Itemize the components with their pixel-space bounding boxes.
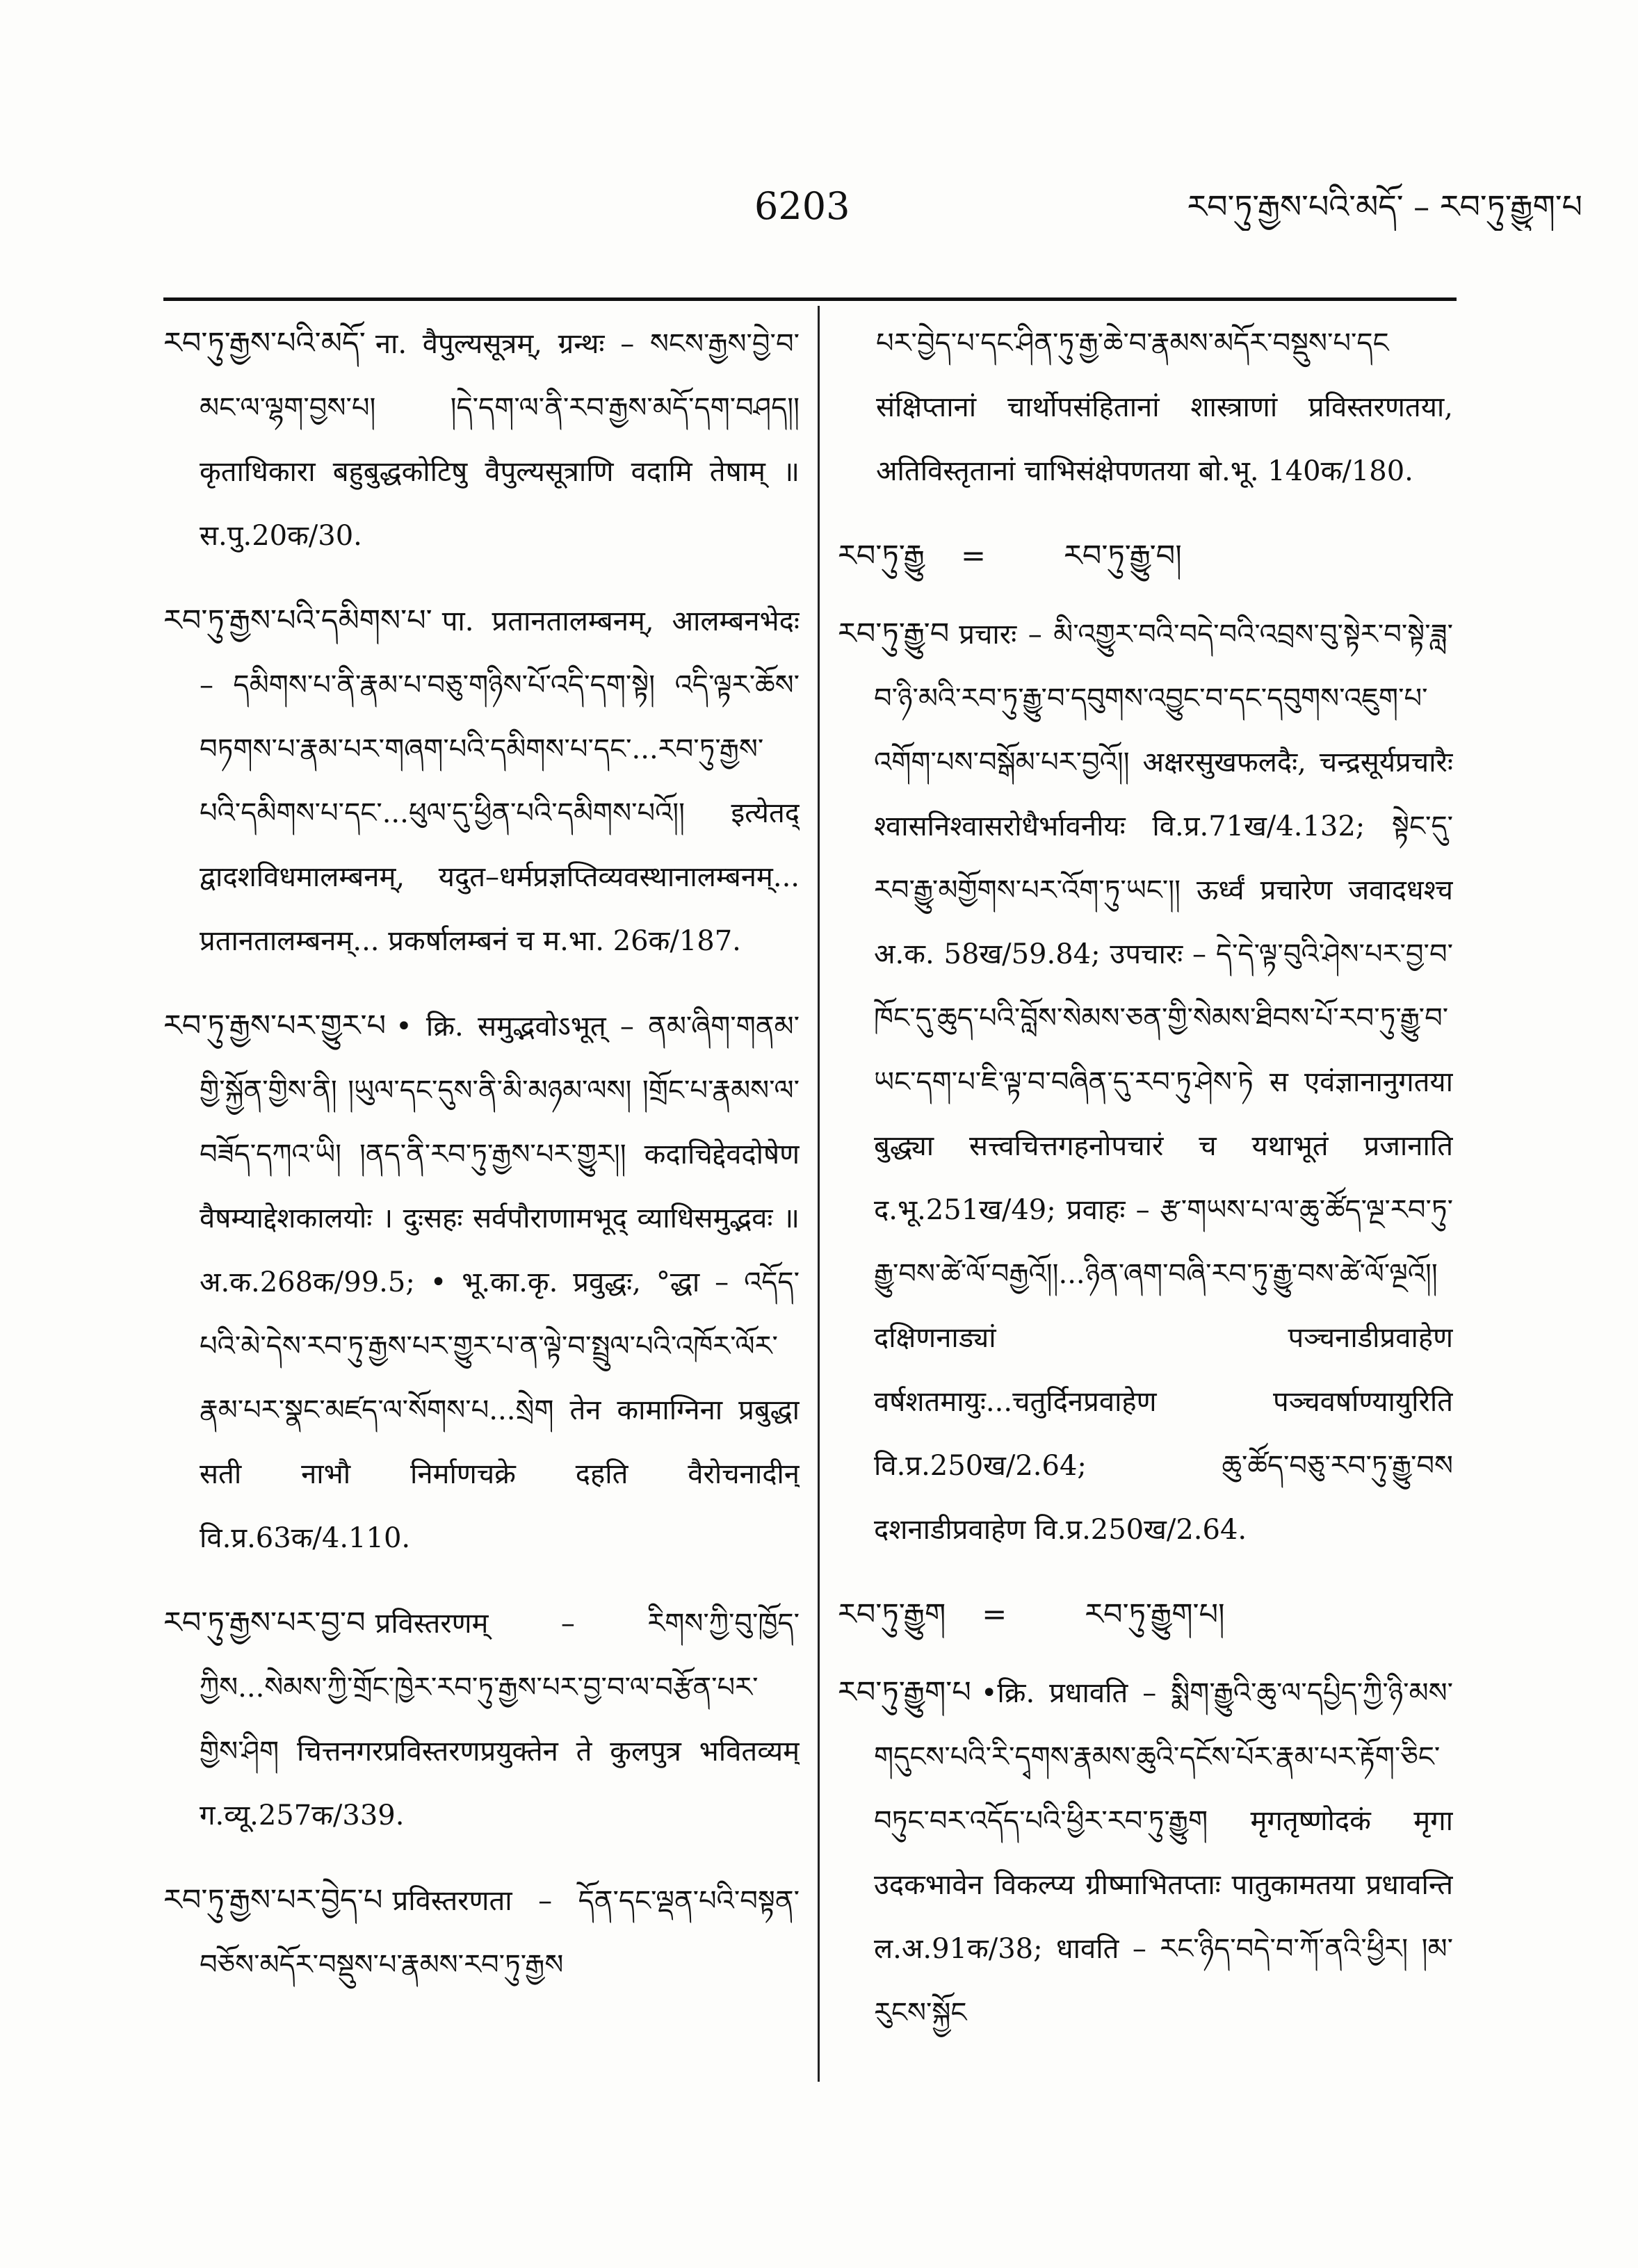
xref-target: རབ་ཏུ་རྒྱུ་བ། (1063, 539, 1182, 573)
entry-body: प्रविस्तरणता – དོན་དང་ལྡན་པའི་བསྟན་བཅོས་མདོར་བསྡུས་པ་རྣམས་རབ་ཏུ་རྒྱས (200, 1885, 800, 1981)
running-head: རབ་ཏུ་རྒྱས་པའི་མདོ་ – རབ་ཏུ་རྒྱུག་པ (1187, 188, 1582, 225)
xref-headword: རབ་ཏུ་རྒྱུག (838, 1597, 946, 1632)
entry-body: प्रचारः – མི་འགྱུར་བའི་བདེ་བའི་འབྲས་བུ་སྟེར་བ་སྟེ་ཟླ་བ་ཉི་མའི་རབ་ཏུ་རྒྱུ་བ་དབུགས་འབྱུང་བ་དང་དབུགས་འཇུག་པ་འགོག་པས་བསྒོམ་པར་བྱའོ།། अक्षरसुखफलदैः, चन्द्रसूर्यप्रचारैः श्वासनिश्वासरोधैर्भावनीयः वि.प्र.71ख/4.132; སྟེང་དུ་རབ་རྒྱུ་མགྱོགས་པར་འོག་ཏུ་ཡང་།། ऊर्ध्वं प्रचारेण जवादधश्च अ.क. 58ख/59.84; उपचारः – དེ་དེ་ལྟ་བུའི་ཤེས་པར་བྱ་བ་ཁོང་དུ་ཆུད་པའི་བློས་སེམས་ཅན་གྱི་སེམས་ཐིབས་པོ་རབ་ཏུ་རྒྱུ་བ་ཡང་དག་པ་ཇི་ལྟ་བ་བཞིན་དུ་རབ་ཏུ་ཤེས་ཏེ स एवंज्ञानानुगतया बुद्ध्या सत्त्वचित्तगहनोपचारं च यथाभूतं प्रजानाति द.भू.251ख/49; प्रवाहः – རྩ་གཡས་པ་ལ་ཆུ་ཚོད་ལྔ་རབ་ཏུ་རྒྱུ་བས་ཚེ་ལོ་བརྒྱའོ།།...ཉིན་ཞག་བཞི་རབ་ཏུ་རྒྱུ་བས་ཚེ་ལོ་ལྔའོ།། दक्षिणनाड्यां पञ्चनाडीप्रवाहेण वर्षशतमायुः...चतुर्दिनप्रवाहेण पञ्चवर्षाण्यायुरिति वि.प्र.250ख/2.64; ཆུ་ཚོད་བཅུ་རབ་ཏུ་རྒྱུ་བས दशनाडीप्रवाहेण वि.प्र.250ख/2.64. (874, 619, 1453, 1546)
entry-headword: རབ་ཏུ་རྒྱས་པའི་དམིགས་པ་ (163, 603, 432, 638)
entry-headword: རབ་ཏུ་རྒྱས་པར་བྱེད་པ (163, 1883, 383, 1918)
dictionary-entry (163, 1868, 800, 1997)
dictionary-entry (838, 602, 1453, 1562)
entry-headword: རབ་ཏུ་རྒྱས་པར་བྱ་བ (163, 1606, 366, 1640)
dictionary-entry (163, 311, 800, 568)
right-column (838, 311, 1453, 2091)
xref-headword: རབ་ཏུ་རྒྱུ (838, 539, 925, 573)
entry-headword: རབ་ཏུ་རྒྱས་པར་གྱུར་པ (163, 1009, 387, 1043)
dictionary-entry (163, 589, 800, 973)
entry-continuation: པར་བྱེད་པ་དང་ཤིན་ཏུ་རྒྱ་ཆེ་བ་རྣམས་མདོར་བསྡུས་པ་དང संक्षिप्तानां चार्थोपसंहितानां शास्त्राणां प्रविस्तरणतया, अतिविस्तृतानां चाभिसंक्षेपणतया बो.भू. 140क/180. (876, 327, 1453, 487)
entry-body: •क्रि. प्रधावति – སྨིག་རྒྱུའི་ཆུ་ལ་དཔྱིད་ཀྱི་ཉི་མས་གདུངས་པའི་རི་དྭགས་རྣམས་ཆུའི་དངོས་པོར་རྣམ་པར་རྟོག་ཅིང་བཏུང་བར་འདོད་པའི་ཕྱིར་རབ་ཏུ་རྒྱུག मृगतृष्णोदकं मृगा उदकभावेन विकल्प्य ग्रीष्माभितप्ताः पातुकामतया प्रधावन्ति ल.अ.91क/38; धावति – རང་ཉིད་བདེ་བ་ཀོ་ནའི་ཕྱིར། །མ་རུངས་སྐྱོང (874, 1677, 1453, 2029)
dictionary-entry (163, 994, 800, 1570)
column-divider (818, 306, 820, 2082)
entry-body: पा. प्रतानतालम्बनम्, आलम्बनभेदः – དམིགས་པ་ནི་རྣམ་པ་བཅུ་གཉིས་པོ་འདི་དག་སྟེ། འདི་ལྟར་ཆོས་བཏགས་པ་རྣམ་པར་གཞག་པའི་དམིགས་པ་དང་...རབ་ཏུ་རྒྱས་པའི་དམིགས་པ་དང་...ཕུལ་དུ་ཕྱིན་པའི་དམིགས་པའོ།། इत्येतद् द्वादशविधमालम्बनम्, यदुत–धर्मप्रज्ञप्तिव्यवस्थानालम्बनम्... प्रतानतालम्बनम्... प्रकर्षालम्बनं च म.भा. 26क/187. (200, 605, 800, 957)
page-number: 6203 (754, 184, 850, 228)
xref-equals: = (960, 539, 986, 573)
entry-body: प्रविस्तरणम् – རིགས་ཀྱི་བུ་ཁྱོད་ཀྱིས...སེམས་ཀྱི་གྲོང་ཁྱེར་རབ་ཏུ་རྒྱས་པར་བྱ་བ་ལ་བརྩོན་པར་གྱིས་ཤིག चित्तनगरप्रविस्तरणप्रयुक्तेन ते कुलपुत्र भवितव्यम् ग.व्यू.257क/339. (200, 1608, 800, 1831)
left-column (163, 311, 800, 2091)
entry-headword: རབ་ཏུ་རྒྱུག་པ (838, 1675, 971, 1710)
entry-headword: རབ་ཏུ་རྒྱུ་བ (838, 617, 950, 651)
entry-headword: རབ་ཏུ་རྒྱས་པའི་མདོ་ (163, 326, 366, 361)
header-rule (163, 297, 1457, 301)
entry-body: • क्रि. समुद्भवोऽभूत् – ནམ་ཞིག་གནམ་གྱི་སྐྱོན་གྱིས་ནི། །ཡུལ་དང་དུས་ནི་མི་མཉམ་ལས། །གྲོང་པ་རྣམས་ལ་བཟོད་དཀའ་ཡི། །ནད་ནི་རབ་ཏུ་རྒྱས་པར་གྱུར།། कदाचिद्देवदोषेण वैषम्याद्देशकालयोः । दुःसहः सर्वपौराणामभूद् व्याधिसमुद्भवः ॥ अ.क.268क/99.5; • भू.का.कृ. प्रवुद्धः, °द्धा – འདོད་པའི་མེ་དེས་རབ་ཏུ་རྒྱས་པར་གྱུར་པ་ན་ལྟེ་བ་སྤྲུལ་པའི་འཁོར་ལོར་རྣམ་པར་སྣང་མཛད་ལ་སོགས་པ...སྲེག तेन कामाग्निना प्रबुद्धा सती नाभौ निर्माणचक्रे दहति वैरोचनादीन् वि.प्र.63क/4.110. (200, 1011, 800, 1554)
dictionary-entry (838, 1661, 1453, 2045)
cross-reference (838, 524, 1453, 588)
cross-reference (838, 1583, 1453, 1647)
entry-body: ना. वैपुल्यसूत्रम्, ग्रन्थः – སངས་རྒྱས་བྱེ་བ་མང་ལ་ལྷག་བྱས་པ། །དེ་དག་ལ་ནི་རབ་རྒྱས་མདོ་དག་བཤད།། कृताधिकारा बहुबुद्धकोटिषु वैपुल्यसूत्राणि वदामि तेषाम् ॥ स.पु.20क/30. (200, 328, 800, 552)
dictionary-entry (163, 1591, 800, 1847)
xref-equals: = (982, 1597, 1007, 1632)
xref-target: རབ་ཏུ་རྒྱུག་པ། (1085, 1597, 1225, 1632)
